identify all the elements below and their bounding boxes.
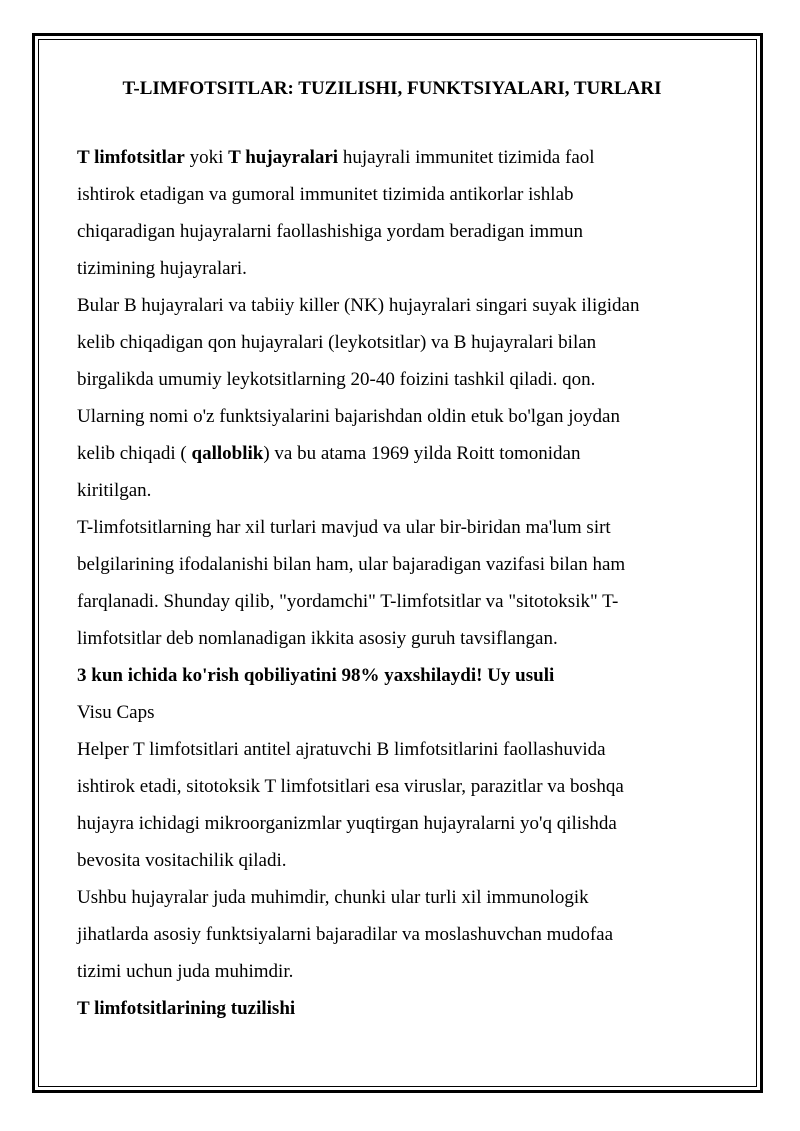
section-heading-block — [77, 990, 737, 1027]
text-line: kelib chiqadi ( qalloblik) va bu atama 1969 yilda Roitt tomonidan — [77, 443, 581, 464]
text-line: kiritilgan. — [77, 480, 152, 501]
text-line: tizimi uchun juda muhimdir. — [77, 961, 294, 982]
text-line: jihatlarda asosiy funktsiyalarni bajaradilar va moslashuvchan mudofaa — [77, 924, 614, 945]
document-body — [77, 139, 737, 1027]
text-line: chiqaradigan hujayralarni faollashishiga yordam beradigan immun — [77, 221, 583, 242]
paragraph-types — [77, 509, 737, 657]
text-line: tizimining hujayralari. — [77, 258, 247, 279]
text-line: kelib chiqadigan qon hujayralari (leykotsitlar) va B hujayralari bilan — [77, 332, 597, 353]
ad-block — [77, 657, 737, 731]
text-line: ishtirok etadi, sitotoksik T limfotsitlari esa viruslar, parazitlar va boshqa — [77, 776, 624, 797]
ad-product: Visu Caps — [77, 702, 155, 723]
text-line: farqlanadi. Shunday qilib, "yordamchi" T-limfotsitlar va "sitotoksik" T- — [77, 591, 619, 612]
text-line: hujayra ichidagi mikroorganizmlar yuqtirgan hujayralarni yo'q qilishda — [77, 813, 617, 834]
term-qalloblik: qalloblik — [191, 443, 264, 464]
text-line: birgalikda umumiy leykotsitlarning 20-40 foizini tashkil qiladi. qon. — [77, 369, 596, 390]
text-line: T limfotsitlar yoki T hujayralari hujayrali immunitet tizimida faol — [77, 147, 595, 168]
paragraph-intro — [77, 139, 737, 287]
text-line: Helper T limfotsitlari antitel ajratuvchi B limfotsitlarini faollashuvida — [77, 739, 606, 760]
text-line: limfotsitlar deb nomlanadigan ikkita asosiy guruh tavsiflangan. — [77, 628, 558, 649]
text-line: T-limfotsitlarning har xil turlari mavjud va ular bir-biridan ma'lum sirt — [77, 517, 611, 538]
ad-headline: 3 kun ichida ko'rish qobiliyatini 98% yaxshilaydi! Uy usuli — [77, 665, 555, 686]
text-line: Bular B hujayralari va tabiiy killer (NK) hujayralari singari suyak iligidan — [77, 295, 640, 316]
text-line: Ularning nomi o'z funktsiyalarini bajarishdan oldin etuk bo'lgan joydan — [77, 406, 620, 427]
term-t-limfotsitlar: T limfotsitlar — [77, 147, 185, 168]
document-title: T-LIMFOTSITLAR: TUZILISHI, FUNKTSIYALARI, TURLARI — [122, 78, 662, 99]
text-line: ishtirok etadigan va gumoral immunitet tizimida antikorlar ishlab — [77, 184, 574, 205]
text-line: belgilarining ifodalanishi bilan ham, ular bajaradigan vazifasi bilan ham — [77, 554, 626, 575]
text-line: Ushbu hujayralar juda muhimdir, chunki ular turli xil immunologik — [77, 887, 589, 908]
paragraph-origin — [77, 287, 737, 509]
text-line: bevosita vositachilik qiladi. — [77, 850, 287, 871]
section-heading: T limfotsitlarining tuzilishi — [77, 998, 296, 1019]
term-t-hujayralari: T hujayralari — [228, 147, 339, 168]
paragraph-importance — [77, 879, 737, 990]
paragraph-helper — [77, 731, 737, 879]
